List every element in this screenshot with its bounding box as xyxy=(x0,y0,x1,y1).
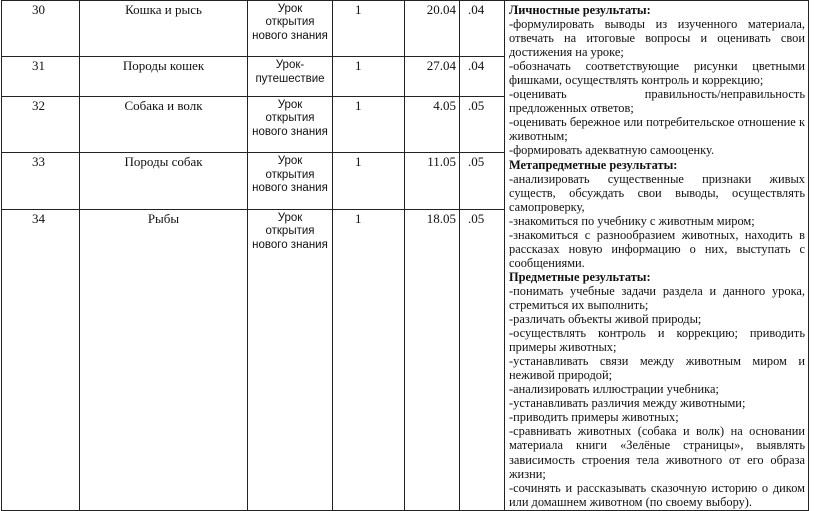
result-item: -оценивать правильность/неправильность предложенных ответов; xyxy=(509,87,805,116)
result-item: -оценивать бережное или потребительское отношение к животным; xyxy=(509,115,805,144)
lesson-topic-cell: Собака и волк xyxy=(80,96,248,152)
subject-results-heading: Предметные результаты: xyxy=(509,269,651,284)
lesson-type-cell xyxy=(248,96,333,152)
result-item: -сравнивать животных (собака и волк) на основании материала книги «Зелёные страницы», выявлять зависимость строения тела животного от его образа жизни; xyxy=(509,424,805,481)
hours-cell: 1 xyxy=(333,209,405,510)
actual-date-cell: .04 xyxy=(460,57,505,96)
result-item: -различать объекты живой природы; xyxy=(509,312,702,327)
result-item: -осуществлять контроль и коррекцию; приводить примеры животных; xyxy=(509,326,805,355)
planned-date-cell: 4.05 xyxy=(405,96,460,152)
result-item: -формулировать выводы из изученного материала, отвечать на итоговые вопросы и оценивать свои достижения на уроке; xyxy=(509,17,805,60)
lesson-type-line: нового знания xyxy=(252,125,328,138)
result-item: -анализировать существенные признаки живых существ, обсуждать свои выводы, осуществлять самопроверку, xyxy=(509,171,805,214)
lesson-type-line: Урок- xyxy=(275,59,305,72)
lesson-plan-table xyxy=(1,0,809,511)
actual-date-cell: .05 xyxy=(460,96,505,152)
lesson-type-line: путешествие xyxy=(255,72,325,85)
result-item: -устанавливать связи между животным миром и неживой природой; xyxy=(509,354,805,383)
hours-cell: 1 xyxy=(333,57,405,96)
result-item: -знакомиться с разнообразием животных, находить в рассказах новую информацию о них, выступать с сообщениями. xyxy=(509,227,805,270)
hours-cell: 1 xyxy=(333,96,405,152)
lesson-number-cell: 30 xyxy=(2,1,80,57)
lesson-type-line: нового знания xyxy=(252,238,328,251)
lesson-number-cell: 31 xyxy=(2,57,80,96)
personal-results-heading: Личностные результаты: xyxy=(509,3,651,17)
learning-results-cell xyxy=(505,1,809,511)
lesson-type-line: Урок xyxy=(277,3,303,15)
lesson-type-cell xyxy=(248,57,333,96)
lesson-type-cell xyxy=(248,209,333,510)
result-item: -знакомиться по учебнику с животным миром; xyxy=(509,213,755,228)
result-item: -анализировать иллюстрации учебника; xyxy=(509,382,719,397)
lesson-number-cell: 32 xyxy=(2,96,80,152)
lesson-type-line: Урок xyxy=(277,211,303,224)
planned-date-cell: 27.04 xyxy=(405,57,460,96)
lesson-topic-cell: Рыбы xyxy=(80,209,248,510)
lesson-type-cell xyxy=(248,153,333,209)
planned-date-cell: 11.05 xyxy=(405,153,460,209)
lesson-topic-cell: Кошка и рысь xyxy=(80,1,248,57)
lesson-topic-cell: Породы собак xyxy=(80,153,248,209)
planned-date-cell: 18.05 xyxy=(405,209,460,510)
result-item: -обозначать соответствующие рисунки цветными фишками, осуществлять контроль и коррекцию; xyxy=(509,59,805,88)
hours-cell: 1 xyxy=(333,153,405,209)
lesson-type-line: открытия xyxy=(265,16,315,29)
lesson-topic-cell: Породы кошек xyxy=(80,57,248,96)
lesson-number-cell: 34 xyxy=(2,209,80,510)
lesson-type-line: открытия xyxy=(265,168,315,181)
table-row xyxy=(2,1,809,57)
planned-date-cell: 20.04 xyxy=(405,1,460,57)
lesson-type-line: Урок xyxy=(277,155,303,168)
actual-date-cell: .04 xyxy=(460,1,505,57)
lesson-type-cell xyxy=(248,1,333,57)
result-item: -понимать учебные задачи раздела и данного урока, стремиться их выполнить; xyxy=(509,283,805,312)
lesson-number-cell: 33 xyxy=(2,153,80,209)
lesson-type-line: Урок xyxy=(277,98,303,111)
actual-date-cell: .05 xyxy=(460,153,505,209)
hours-cell: 1 xyxy=(333,1,405,57)
result-item: -формировать адекватную самооценку. xyxy=(509,143,715,158)
result-item: -устанавливать различия между животными; xyxy=(509,396,746,411)
lesson-type-line: нового знания xyxy=(252,29,328,42)
lesson-type-line: нового знания xyxy=(252,182,328,195)
result-item: -приводить примеры животных; xyxy=(509,410,679,425)
lesson-type-line: открытия xyxy=(265,225,315,238)
meta-results-heading: Метапредметные результаты: xyxy=(509,157,678,172)
result-item: -сочинять и рассказывать сказочную историю о диком или домашнем животном (по своему выбору). xyxy=(509,480,805,509)
actual-date-cell: .05 xyxy=(460,209,505,510)
lesson-type-line: открытия xyxy=(265,112,315,125)
